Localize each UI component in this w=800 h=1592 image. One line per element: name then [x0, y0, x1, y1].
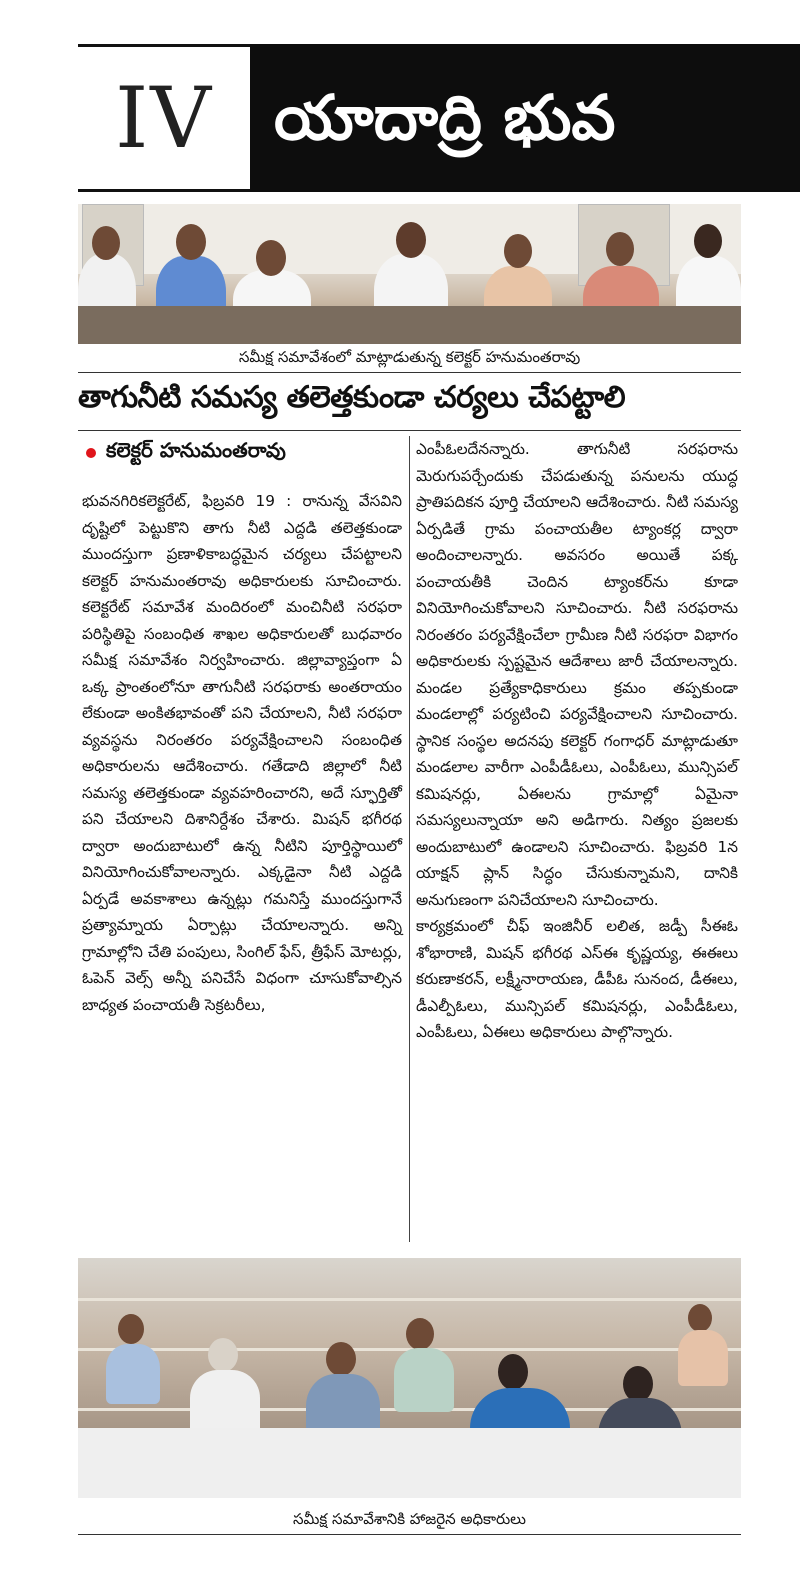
byline-text: కలెక్టర్ హనుమంతరావు: [106, 438, 286, 462]
person-head: [406, 1318, 434, 1350]
person-head: [92, 226, 120, 260]
photo-caption-bottom: సమీక్ష సమావేశానికి హాజరైన అధికారులు: [293, 1510, 526, 1528]
person-figure: [394, 1348, 454, 1412]
person-head: [498, 1354, 528, 1390]
person-head: [504, 234, 532, 268]
article-paragraph: ఎంపీఓలదేనన్నారు. తాగునీటి సరఫరాను మెరుగుపర్చేందుకు చేపడుతున్న పనులను యుద్ధ ప్రాతిపదికన పూర్తి చేయాలని ఆదేశించారు. నీటి సమస్య ఏర్పడితే గ్రామ పంచాయతీల ట్యాంకర్ల ద్వారా అందించాలన్నారు. అవసరం అయితే పక్క పంచాయతీకి చెందిన ట్యాంకర్‌ను కూడా వినియోగించుకోవాలని సూచించారు. నీటి సరఫరాను నిరంతరం పర్యవేక్షించేలా గ్రామీణ నీటి సరఫరా విభాగం అధికారులకు స్పష్టమైన ఆదేశాలు జారీ చేయాలన్నారు. మండల ప్రత్యేకాధికారులు క్రమం తప్పకుండా మండలాల్లో పర్యటించి పర్యవేక్షించాలని సూచించారు. స్థానిక సంస్థల అదనపు కలెక్టర్ గంగాధర్ మాట్లాడుతూ మండలాల వారీగా ఎంపీడీఓలు, ఎంపీఓలు, మున్సిపల్ కమిషనర్లు, ఏఈలను గ్రామాల్లో ఏమైనా సమస్యలున్నాయా అని అడిగారు. నిత్యం ప్రజలకు అందుబాటులో ఉండాలని సూచించారు. ఫిబ్రవరి 1న యాక్షన్ ప్లాన్ సిద్ధం చేసుకున్నామని, దానికి అనుగుణంగా పనిచేయాలని సూచించారు.: [416, 440, 738, 909]
person-head: [256, 240, 286, 276]
person-head: [623, 1366, 653, 1402]
photo-floor: [78, 1428, 741, 1498]
masthead: [78, 44, 800, 192]
article-paragraph: భువనగిరికలెక్టరేట్, ఫిబ్రవరి 19 : రానున్న వేసవిని దృష్టిలో పెట్టుకొని తాగు నీటి ఎద్దడి తలెత్తకుండా ముందస్తుగా ప్రణాళికాబద్ధమైన చర్యలు చేపట్టాలని కలెక్టర్ హనుమంతరావు అధికారులకు సూచించారు. కలెక్టరేట్ సమావేశ మందిరంలో మంచినీటి సరఫరా పరిస్థితిపై సంబంధిత శాఖల అధికారులతో బుధవారం సమీక్ష సమావేశం నిర్వహించారు. జిల్లావ్యాప్తంగా ఏ ఒక్క ప్రాంతంలోనూ తాగునీటి సరఫరాకు అంతరాయం లేకుండా అంకితభావంతో పని చేయాలని, నీటి సరఫరా వ్యవస్థను నిరంతరం పర్యవేక్షించాలని సంబంధిత అధికారులను ఆదేశించారు. గతేడాది జిల్లాలో నీటి సమస్య తలెత్తకుండా వ్యవహరించారని, అదే స్ఫూర్తితో పని చేయాలని దిశానిర్దేశం చేశారు. మిషన్ భగీరథ ద్వారా అందుబాటులో ఉన్న నీటిని పూర్తిస్థాయిలో వినియోగించుకోవాలన్నారు. ఎక్కడైనా నీటి ఎద్దడి ఏర్పడే అవకాశాలు ఉన్నట్లు గమనిస్తే ముందస్తుగానే ప్రత్యామ్నాయ ఏర్పాట్లు చేయాలన్నారు. అన్ని గ్రామాల్లోని చేతి పంపులు, సింగిల్ ఫేస్, త్రీఫేస్ మోటర్లు, ఓపెన్ వెల్స్ అన్నీ పనిచేసే విధంగా చూసుకోవాల్సిన బాధ్యత పంచాయతీ సెక్రటరీలు,: [82, 492, 402, 1014]
section-title: యాదాద్రి భువ: [250, 44, 800, 192]
red-bullet-icon: [86, 448, 96, 458]
person-figure: [678, 1330, 728, 1386]
article-column-1: [82, 488, 402, 1018]
person-head: [208, 1338, 238, 1372]
person-head: [118, 1314, 144, 1344]
photo-desk-row: [78, 1298, 741, 1301]
photo-caption-top: సమీక్ష సమావేశంలో మాట్లాడుతున్న కలెక్టర్ హనుమంతరావు: [238, 348, 581, 366]
article-paragraph: కార్యక్రమంలో చీఫ్ ఇంజినీర్ లలిత, జడ్పీ సీఈఓ శోభారాణి, మిషన్ భగీరథ ఎస్ఈ కృష్ణయ్య, ఈఈలు కరుణాకరన్, లక్ష్మీనారాయణ, డీపీఓ సునంద, డీఈలు, డీఎల్పీఓలు, మున్సిపల్ కమిషనర్లు, ఎంపీడీఓలు, ఎంపీఓలు, ఏఈలు అధికారులు పాల్గొన్నారు.: [416, 917, 738, 1041]
person-head: [176, 224, 206, 260]
meeting-photo-top: [78, 204, 741, 344]
person-figure: [106, 1344, 160, 1404]
person-head: [688, 1304, 712, 1332]
person-head: [606, 232, 634, 266]
photo-table: [78, 306, 741, 344]
article-headline: తాగునీటి సమస్య తలెత్తకుండా చర్యలు చేపట్టాలి: [78, 380, 626, 415]
divider: [78, 1534, 741, 1535]
byline: [78, 438, 286, 467]
article-column-2: [416, 436, 738, 1046]
divider: [78, 430, 741, 431]
person-head: [694, 224, 722, 258]
divider: [78, 372, 741, 373]
person-head: [326, 1342, 356, 1376]
meeting-photo-bottom: [78, 1258, 741, 1498]
column-divider: [409, 436, 410, 1242]
person-head: [396, 222, 426, 258]
page-section-number: IV: [78, 44, 250, 192]
